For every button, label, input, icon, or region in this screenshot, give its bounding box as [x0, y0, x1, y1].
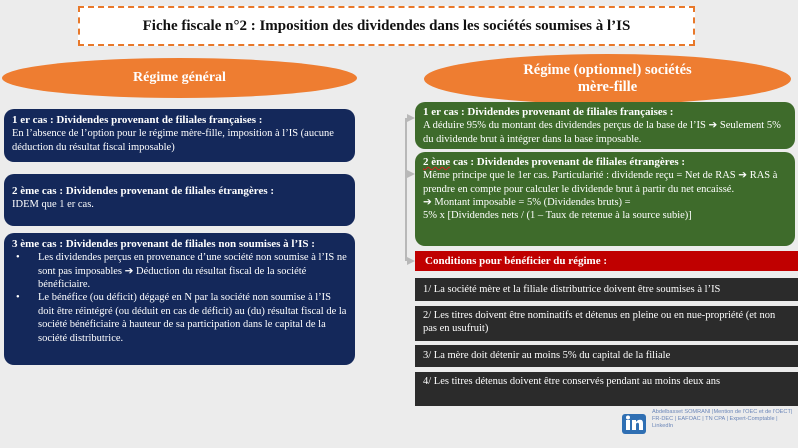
left-case-2-card: [4, 174, 355, 226]
right-case-2-line2: ➔ Montant imposable = 5% (Dividendes bruts) =: [423, 196, 631, 208]
author-credit: Abdelbasset SOMRANI |Mention de l’OEC et de l’OECT| FR-DEC | EAFOAC | TN CPA | Expert-Comptable | LinkedIn: [652, 409, 793, 429]
condition-2: 2/ Les titres doivent être nominatifs et détenus en pleine ou en nue-propriété (et non pas en usufruit): [415, 306, 798, 341]
regime-mere-fille-header-line1: Régime (optionnel) sociétés: [523, 62, 692, 79]
right-case-2-card: [415, 152, 795, 246]
bullet-icon: •: [16, 252, 20, 264]
page-title: Fiche fiscale n°2 : Imposition des dividendes dans les sociétés soumises à l’IS: [78, 6, 695, 46]
arrow-right-icon: [407, 257, 415, 265]
arrow-right-icon: [407, 170, 415, 178]
left-case-3-card: [4, 233, 355, 365]
conditions-title-bar: Conditions pour bénéficier du régime :: [415, 251, 798, 271]
regime-mere-fille-header: [424, 54, 791, 104]
list-item: • Les dividendes perçus en provenance d’une société non soumise à l’IS ne sont pas imposables ➔ Déduction du résultat fiscal de la société bénéficiaire.: [16, 252, 347, 290]
condition-3: 3/ La mère doit détenir au moins 5% du capital de la filiale: [415, 345, 798, 367]
condition-1: 1/ La société mère et la filiale distributrice doivent être soumises à l’IS: [415, 278, 798, 301]
left-case-3-heading: 3 ème cas : Dividendes provenant de filiales non soumises à l’IS :: [12, 238, 315, 250]
condition-4: 4/ Les titres détenus doivent être conservés pendant au moins deux ans: [415, 372, 798, 406]
right-case-1-heading: 1 er cas : Dividendes provenant de filiales françaises :: [423, 106, 674, 118]
right-case-2-line1: Même principe que le 1er cas. Particularité : dividende reçu = Net de RAS ➔ RAS à prendre en compte pour calculer le dividende brut à partir du net encaissé.: [423, 170, 778, 195]
right-case-1-card: [415, 102, 795, 149]
arrow-right-icon: [407, 114, 415, 122]
left-case-2-body: IDEM que 1 er cas.: [12, 199, 94, 211]
left-case-1-body: En l’absence de l’option pour le régime mère-fille, imposition à l’IS (aucune déduction du résultat fiscal imposable): [12, 128, 334, 153]
left-case-1-card: [4, 109, 355, 162]
right-case-1-body: A déduire 95% du montant des dividendes perçus de la base de l’IS ➔ Seulement 5% du dividende brut à intégrer dans la base imposable.: [423, 120, 781, 145]
right-case-2-heading: 2 ème cas : Dividendes provenant de filiales étrangères :: [423, 156, 686, 168]
bullet-icon: •: [16, 292, 20, 304]
regime-mere-fille-header-line2: mère-fille: [577, 79, 638, 95]
left-case-2-heading: 2 ème cas : Dividendes provenant de filiales étrangères :: [12, 185, 275, 197]
regime-general-header: Régime général: [2, 58, 357, 98]
left-case-1-heading: 1 er cas : Dividendes provenant de filiales françaises :: [12, 114, 263, 126]
list-item: • Le bénéfice (ou déficit) dégagé en N par la société non soumise à l’IS doit être réintégré (ou déduit en cas de déficit) au (du) résultat fiscal de la société bénéficiaire à hauteur de sa participation dans le capital de la société distributrice.: [16, 292, 347, 344]
right-case-2-line3: 5% x [Dividendes nets / (1 – Taux de retenue à la source subie)]: [423, 210, 692, 222]
linkedin-style-logo-icon: [622, 408, 646, 438]
left-case-3-list: [12, 251, 347, 345]
